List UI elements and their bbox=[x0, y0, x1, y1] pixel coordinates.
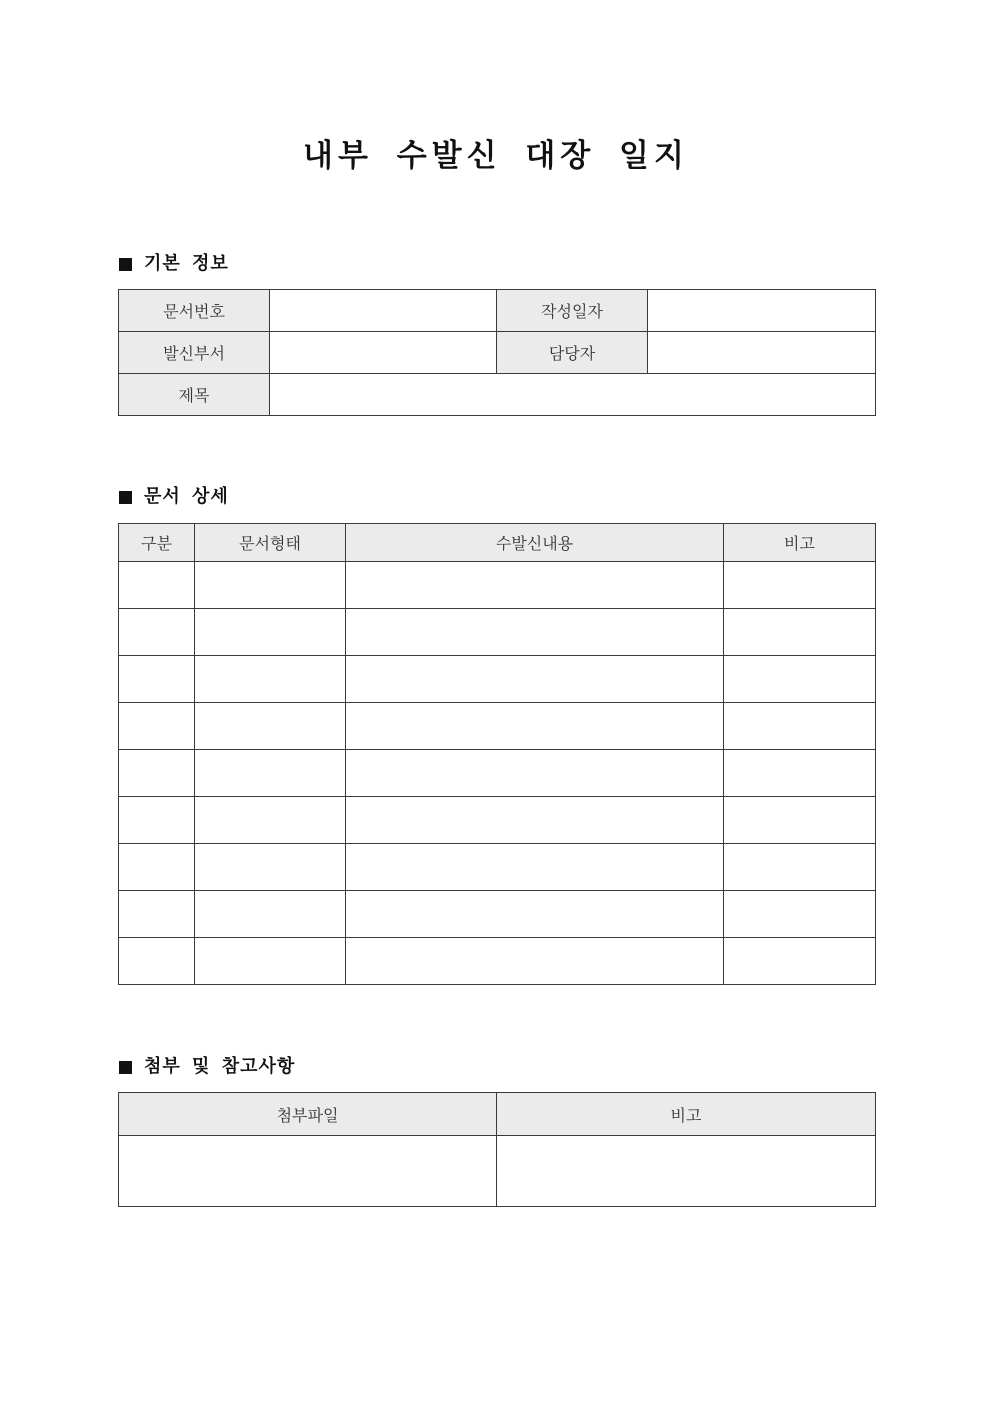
column-header-remarks: 비고 bbox=[497, 1093, 876, 1136]
table-cell[interactable] bbox=[346, 562, 724, 609]
table-cell[interactable] bbox=[119, 1136, 497, 1207]
table-row bbox=[119, 750, 876, 797]
table-cell[interactable] bbox=[195, 656, 346, 703]
table-row bbox=[119, 844, 876, 891]
table-cell[interactable] bbox=[724, 844, 876, 891]
doc-number-field[interactable] bbox=[270, 290, 497, 332]
square-bullet-icon bbox=[119, 258, 132, 271]
section-heading-basic-info bbox=[119, 252, 229, 276]
table-cell[interactable] bbox=[119, 562, 195, 609]
table-cell[interactable] bbox=[724, 656, 876, 703]
table-row bbox=[119, 938, 876, 985]
table-cell[interactable] bbox=[195, 750, 346, 797]
written-date-label: 작성일자 bbox=[497, 290, 648, 332]
table-cell[interactable] bbox=[119, 656, 195, 703]
table-cell[interactable] bbox=[724, 562, 876, 609]
table-row bbox=[119, 797, 876, 844]
person-in-charge-field[interactable] bbox=[648, 332, 876, 374]
table-row bbox=[119, 703, 876, 750]
table-row bbox=[119, 562, 876, 609]
table-row bbox=[119, 656, 876, 703]
column-header-content: 수발신내용 bbox=[346, 524, 724, 562]
table-cell[interactable] bbox=[195, 891, 346, 938]
table-cell[interactable] bbox=[119, 750, 195, 797]
table-header-row bbox=[119, 1093, 876, 1136]
attachments-rows bbox=[119, 1136, 876, 1207]
basic-info-table bbox=[118, 289, 876, 416]
subject-field[interactable] bbox=[270, 374, 876, 416]
sending-dept-label: 발신부서 bbox=[119, 332, 270, 374]
table-cell[interactable] bbox=[119, 938, 195, 985]
section-heading-attachments bbox=[119, 1055, 295, 1079]
table-cell[interactable] bbox=[346, 656, 724, 703]
document-detail-rows bbox=[119, 562, 876, 985]
section-heading-document-detail bbox=[119, 485, 229, 509]
section-heading-label: 첨부 및 참고사항 bbox=[144, 1056, 296, 1077]
table-cell[interactable] bbox=[346, 891, 724, 938]
table-cell[interactable] bbox=[346, 609, 724, 656]
table-cell[interactable] bbox=[346, 938, 724, 985]
table-cell[interactable] bbox=[195, 844, 346, 891]
column-header-remarks: 비고 bbox=[724, 524, 876, 562]
table-cell[interactable] bbox=[346, 750, 724, 797]
table-cell[interactable] bbox=[195, 562, 346, 609]
table-cell[interactable] bbox=[346, 797, 724, 844]
table-row bbox=[119, 609, 876, 656]
table-cell[interactable] bbox=[346, 844, 724, 891]
table-cell[interactable] bbox=[195, 938, 346, 985]
column-header-category: 구분 bbox=[119, 524, 195, 562]
square-bullet-icon bbox=[119, 1061, 132, 1074]
doc-number-label: 문서번호 bbox=[119, 290, 270, 332]
table-cell[interactable] bbox=[195, 609, 346, 656]
table-row bbox=[119, 1136, 876, 1207]
table-cell[interactable] bbox=[119, 797, 195, 844]
table-cell[interactable] bbox=[724, 703, 876, 750]
table-cell[interactable] bbox=[195, 797, 346, 844]
table-cell[interactable] bbox=[724, 609, 876, 656]
written-date-field[interactable] bbox=[648, 290, 876, 332]
section-heading-label: 문서 상세 bbox=[144, 486, 229, 507]
table-header-row bbox=[119, 524, 876, 562]
table-cell[interactable] bbox=[346, 703, 724, 750]
section-heading-label: 기본 정보 bbox=[144, 253, 229, 274]
subject-label: 제목 bbox=[119, 374, 270, 416]
square-bullet-icon bbox=[119, 491, 132, 504]
attachments-table bbox=[118, 1092, 876, 1207]
table-cell[interactable] bbox=[724, 750, 876, 797]
column-header-attachment-file: 첨부파일 bbox=[119, 1093, 497, 1136]
document-detail-table bbox=[118, 523, 876, 985]
person-in-charge-label: 담당자 bbox=[497, 332, 648, 374]
table-cell[interactable] bbox=[119, 891, 195, 938]
table-cell[interactable] bbox=[724, 938, 876, 985]
table-cell[interactable] bbox=[119, 609, 195, 656]
table-cell[interactable] bbox=[497, 1136, 876, 1207]
sending-dept-field[interactable] bbox=[270, 332, 497, 374]
document-title: 내부 수발신 대장 일지 bbox=[303, 138, 689, 174]
table-cell[interactable] bbox=[119, 703, 195, 750]
column-header-doc-type: 문서형태 bbox=[195, 524, 346, 562]
table-cell[interactable] bbox=[724, 891, 876, 938]
table-cell[interactable] bbox=[195, 703, 346, 750]
table-cell[interactable] bbox=[119, 844, 195, 891]
table-row bbox=[119, 891, 876, 938]
table-cell[interactable] bbox=[724, 797, 876, 844]
